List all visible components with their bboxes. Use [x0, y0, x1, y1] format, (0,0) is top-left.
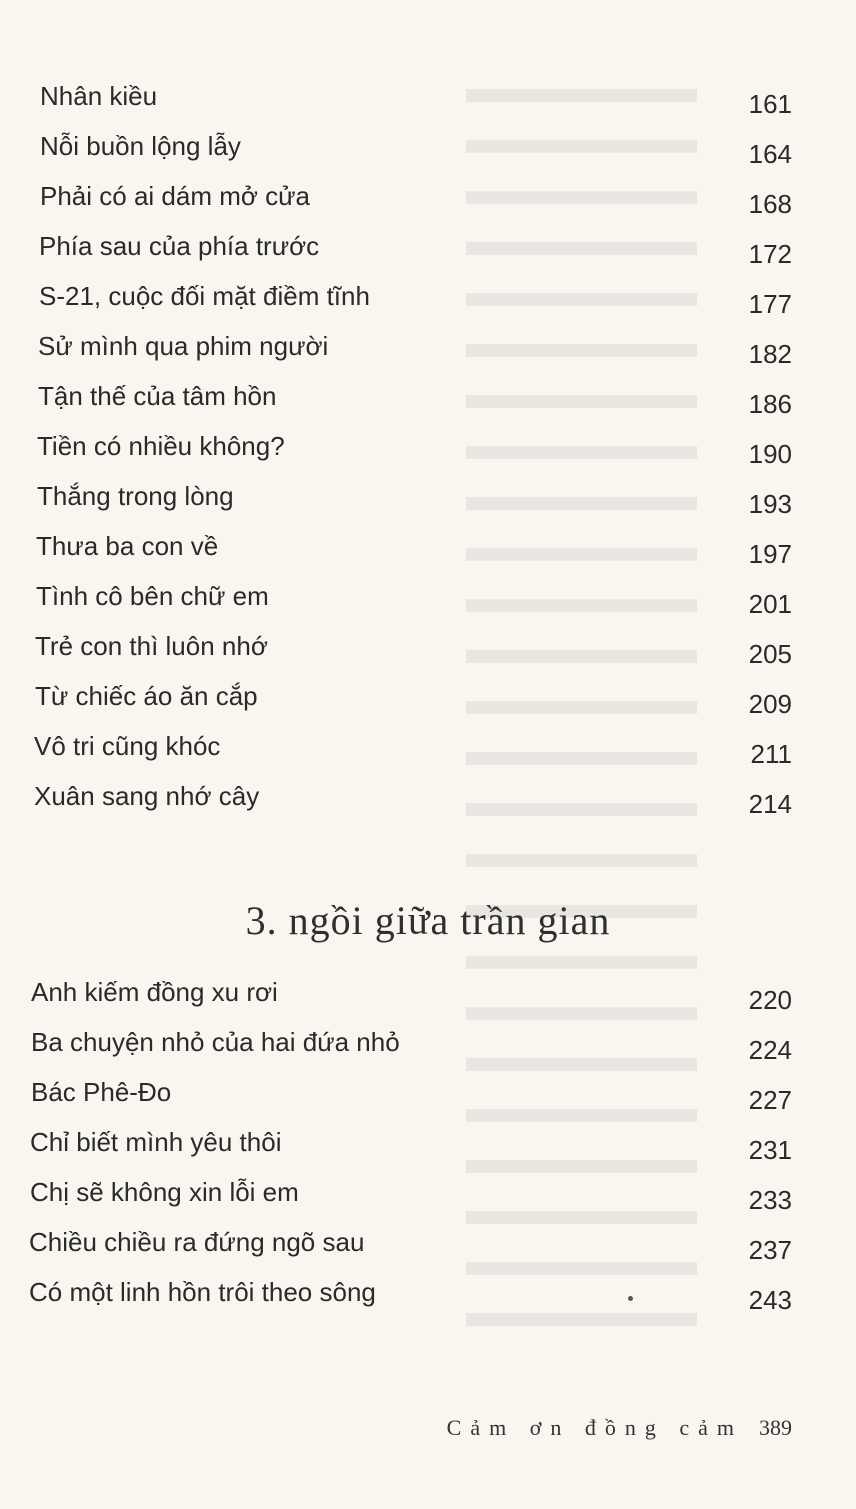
- toc-entry: [0, 1272, 856, 1322]
- toc-entry-title: Bác Phê-Đo: [31, 1077, 172, 1107]
- toc-entry-page: 168: [748, 189, 792, 219]
- toc-entry-page: 211: [750, 739, 792, 769]
- toc-entry-page: 237: [748, 1235, 792, 1265]
- toc-entry-page: 220: [748, 985, 792, 1015]
- toc-entry: [0, 1122, 856, 1172]
- toc-entry: [0, 1222, 856, 1272]
- toc-entry-title: Ba chuyện nhỏ của hai đứa nhỏ: [31, 1027, 400, 1057]
- toc-entry-title: Phía sau của phía trước: [39, 231, 320, 261]
- toc-entry: [0, 576, 856, 626]
- toc-entry: [0, 676, 856, 726]
- toc-entry-title: Từ chiếc áo ăn cắp: [35, 681, 258, 711]
- toc-entry-page: 209: [748, 689, 792, 719]
- toc-entry-title: Tiền có nhiều không?: [37, 431, 285, 461]
- toc-entry-title: Chỉ biết mình yêu thôi: [30, 1127, 282, 1157]
- toc-entry-title: Nhân kiều: [40, 81, 158, 111]
- toc-entry-title: Chiều chiều ra đứng ngõ sau: [29, 1227, 365, 1257]
- toc-entry: [0, 126, 856, 176]
- toc-entry-page: 227: [748, 1085, 792, 1115]
- toc-entry-title: Xuân sang nhớ cây: [34, 781, 260, 811]
- running-title: Cảm ơn đồng cảm: [446, 1415, 743, 1440]
- toc-entry: [0, 1172, 856, 1222]
- section-heading: 3. ngồi giữa trần gian: [245, 898, 611, 943]
- toc-entry-title: Sử mình qua phim người: [38, 331, 329, 361]
- toc-entry: [0, 972, 856, 1022]
- toc-entry-title: Thắng trong lòng: [37, 481, 234, 511]
- toc-entry-page: 182: [748, 339, 792, 369]
- toc-entry-page: 197: [748, 539, 792, 569]
- toc-entry-page: 205: [748, 639, 792, 669]
- toc-entry-title: Vô tri cũng khóc: [34, 731, 221, 761]
- toc-entry-page: 177: [748, 289, 792, 319]
- toc-entry: [0, 776, 856, 826]
- ink-speck: [628, 1296, 633, 1301]
- toc-entry-title: Chị sẽ không xin lỗi em: [30, 1177, 299, 1207]
- toc-entry-title: Tận thế của tâm hồn: [38, 381, 277, 411]
- toc-entry-title: Tình cô bên chữ em: [36, 581, 269, 611]
- toc-entry-page: 201: [748, 589, 792, 619]
- toc-entry-page: 190: [748, 439, 792, 469]
- toc-entry-title: Anh kiếm đồng xu rơi: [31, 977, 278, 1007]
- page-number: 389: [759, 1415, 792, 1440]
- toc-entry: [0, 426, 856, 476]
- toc-entry-page: 224: [748, 1035, 792, 1065]
- page-footer: [447, 1412, 792, 1444]
- toc-entry-page: 164: [748, 139, 792, 169]
- toc-entry: [0, 176, 856, 226]
- toc-entry: [0, 1022, 856, 1072]
- toc-entry-page: 172: [748, 239, 792, 269]
- toc-entry-page: 193: [748, 489, 792, 519]
- toc-entry: [0, 726, 856, 776]
- toc-entry: [0, 276, 856, 326]
- toc-entry: [0, 226, 856, 276]
- toc-entry-title: Trẻ con thì luôn nhớ: [35, 631, 268, 661]
- toc-entry: [0, 376, 856, 426]
- toc-entry-page: 243: [748, 1285, 792, 1315]
- toc-entry-page: 233: [748, 1185, 792, 1215]
- toc-entry: [0, 326, 856, 376]
- toc-entry: [0, 476, 856, 526]
- toc-entry: [0, 1072, 856, 1122]
- toc-entry: [0, 626, 856, 676]
- toc-entry-page: 161: [748, 89, 792, 119]
- toc-entry: [0, 526, 856, 576]
- toc-entry-title: Phải có ai dám mở cửa: [40, 181, 311, 211]
- toc-entry: [0, 76, 856, 126]
- toc-entry-page: 186: [748, 389, 792, 419]
- toc-entry-title: Nỗi buồn lộng lẫy: [40, 131, 241, 161]
- toc-entry-title: S-21, cuộc đối mặt điềm tĩnh: [39, 281, 370, 311]
- toc-entry-page: 231: [748, 1135, 792, 1165]
- toc-entry-page: 214: [748, 789, 792, 819]
- toc-entry-title: Thưa ba con về: [36, 531, 219, 561]
- toc-entry-title: Có một linh hồn trôi theo sông: [29, 1277, 376, 1307]
